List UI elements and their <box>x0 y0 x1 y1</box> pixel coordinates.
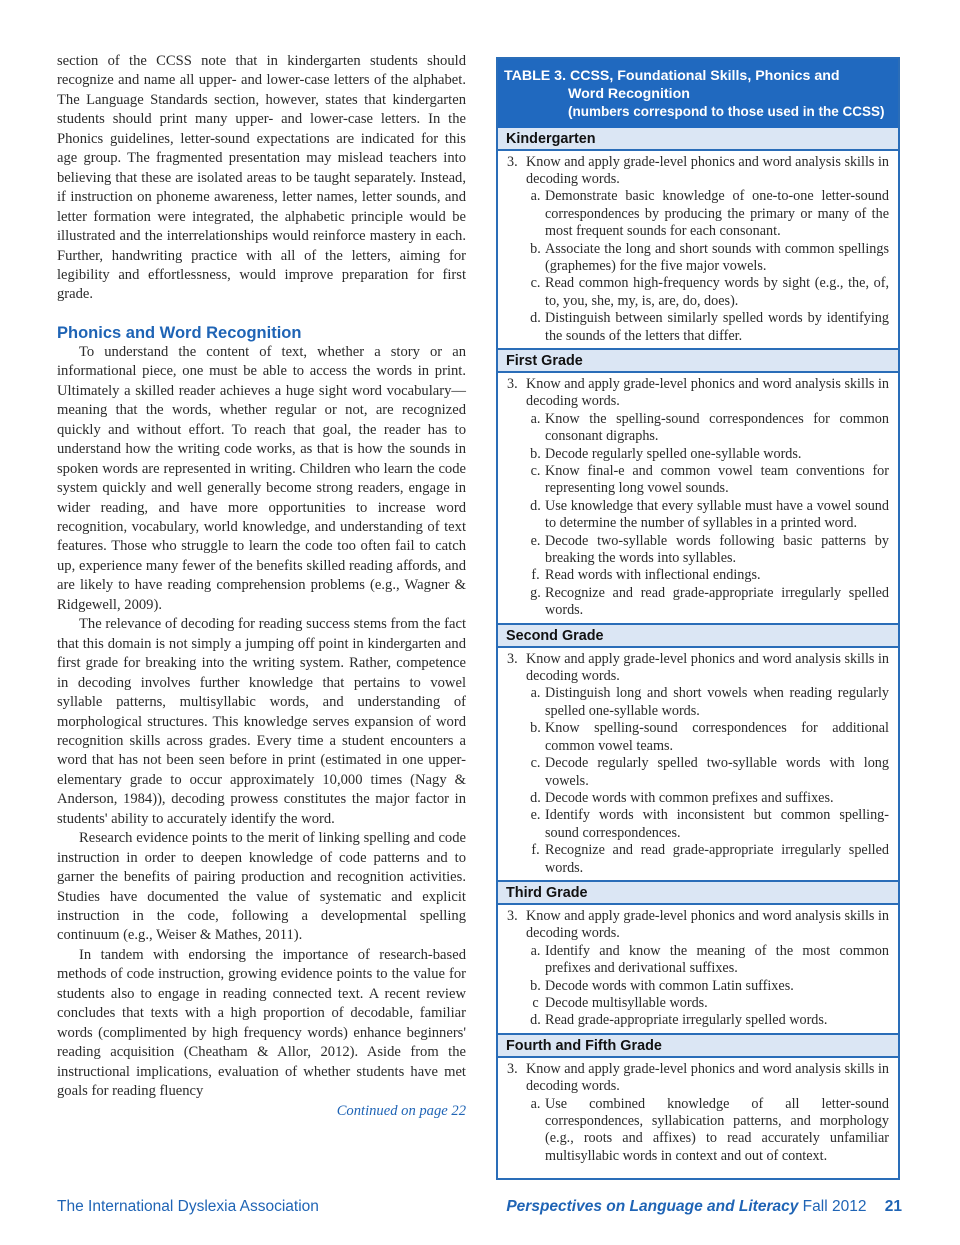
standard-text: Know and apply grade-level phonics and word analysis skills in decoding words. <box>526 153 889 187</box>
item-letter: a. <box>530 1095 541 1112</box>
list-item <box>507 995 889 1012</box>
item-text: Distinguish long and short vowels when reading regularly spelled one-syllable words. <box>545 685 889 719</box>
item-letter: e. <box>530 807 541 824</box>
list-item <box>507 1012 889 1029</box>
paragraph: section of the CCSS note that in kindergarten students should recognize and name all upper- and lower-case letters of the alphabet. The Language Standards section, however, states that kindergarten students should print many upper- and lower-case letters. In the Phonics guidelines, letter-sound expectations are indicated for this age group. The fragmented presentation may mislead teachers into believing that these are isolated areas to be taught separately. Instead, if instruction on phoneme awareness, letter names, letter sounds, and letter formation were integrated, the alphabetic principle would be illustrated and the interrelationships would reinforce mastery in each. Further, handwriting practice with all of the letters, aiming for legibility and effortlessness, would improve preparation for first grade. <box>57 53 466 303</box>
standard-stem <box>507 154 889 189</box>
item-text: Know spelling-sound correspondences for additional common vowel teams. <box>545 720 889 754</box>
standard-number: 3. <box>507 650 518 667</box>
item-text: Demonstrate basic knowledge of one-to-one letter-sound correspondences by producing the primary or many of the most frequent sounds for each consonant. <box>545 188 889 240</box>
journal-title: Perspectives on Language and Literacy <box>506 1198 799 1215</box>
list-item <box>507 275 889 310</box>
item-letter: d. <box>530 789 541 806</box>
issue-date: Fall 2012 <box>802 1198 867 1215</box>
item-letter: b. <box>530 445 541 462</box>
grade-section <box>498 151 898 348</box>
list-item <box>507 807 889 842</box>
list-item <box>507 310 889 345</box>
item-text: Distinguish between similarly spelled words by identifying the sounds of the letters that differ. <box>545 310 889 344</box>
item-letter: d. <box>530 310 541 327</box>
standard-stem <box>507 1061 889 1096</box>
standard-stem <box>507 376 889 411</box>
standard-number: 3. <box>507 1060 518 1077</box>
list-item <box>507 1096 889 1166</box>
standard-text: Know and apply grade-level phonics and word analysis skills in decoding words. <box>526 650 889 685</box>
section-heading: Phonics and Word Recognition <box>57 323 302 342</box>
list-item <box>507 943 889 978</box>
list-item <box>507 978 889 995</box>
list-item <box>507 533 889 568</box>
paragraph: Research evidence points to the merit of linking spelling and code instruction in order to deepen knowledge of code patterns and to garner the benefits of pairing production and recognition activities. Studies have documented the value of systematic and explicit instruction in the code, following a developmental spelling continuum (e.g., Weiser & Mathes, 2011). <box>57 830 466 944</box>
list-item <box>507 585 889 620</box>
item-letter: a. <box>530 685 541 702</box>
table-body <box>498 128 898 1169</box>
list-item <box>507 446 889 463</box>
paragraph: In tandem with endorsing the importance of research-based methods of code instruction, growing evidence points to the value for students also to engage in reading connected text. A recent review concludes that texts with a high proportion of decodable, familiar words (complimented by high frequency words) enhance beginners' reading acquisition (Cheatham & Allor, 2012). Aside from the instructional implications, evaluation of whether students have met goals for reading fluency <box>57 946 466 1100</box>
item-letter: a. <box>530 188 541 205</box>
grade-heading: Fourth and Fifth Grade <box>498 1033 898 1058</box>
item-letter: b. <box>530 240 541 257</box>
item-letter: a. <box>530 942 541 959</box>
standard-stem <box>507 908 889 943</box>
table-subtitle: (numbers correspond to those used in the CCSS) <box>568 104 885 119</box>
item-text: Decode words with common prefixes and suffixes. <box>545 789 834 806</box>
item-letter: e. <box>530 532 541 549</box>
standard-number: 3. <box>507 375 518 392</box>
list-item <box>507 720 889 755</box>
paragraph: The relevance of decoding for reading success stems from the fact that this domain is not simply a jumping off point in kindergarten and first grade for breaking into the writing system. Rather, competence in decoding involves further knowledge that pertains to vowel syllable patterns, multisyllabic words, and understanding of morphological structures. This knowledge serves expansion of word recognition skills across grades. Every time a student encounters a word that has not been seen before in print (estimated in one upper-elementary grade to occur approximately 10,000 times (Nagy & Anderson, 1984)), decoding prowess constitutes the major factor in students' ability to accurately identify the word. <box>57 616 466 827</box>
list-item <box>507 411 889 446</box>
item-text: Decode regularly spelled two-syllable words with long vowels. <box>545 755 889 789</box>
item-letter: d. <box>530 497 541 514</box>
item-letter: f. <box>531 842 540 859</box>
publication-info <box>506 1198 902 1216</box>
standard-number: 3. <box>507 153 518 170</box>
item-letter: b. <box>530 977 541 994</box>
list-item <box>507 463 889 498</box>
item-letter: c. <box>530 755 541 772</box>
item-letter: c. <box>530 275 541 292</box>
list-item <box>507 567 889 584</box>
grade-heading: Third Grade <box>498 880 898 905</box>
standard-text: Know and apply grade-level phonics and word analysis skills in decoding words. <box>526 375 889 410</box>
grade-section <box>498 373 898 623</box>
standard-text: Know and apply grade-level phonics and word analysis skills in decoding words. <box>526 1060 889 1095</box>
item-letter: d. <box>530 1012 541 1029</box>
article-column <box>57 52 466 1121</box>
item-text: Recognize and read grade-appropriate irregularly spelled words. <box>545 842 889 876</box>
grade-heading: Kindergarten <box>498 128 898 151</box>
item-letter: c <box>532 994 539 1011</box>
list-item <box>507 842 889 877</box>
page-number: 21 <box>884 1198 902 1215</box>
item-text: Use combined knowledge of all letter-sound correspondences, syllabication patterns, and morphology (e.g., roots and affixes) to read accurately unfamiliar multisyllabic words in context and out of context. <box>545 1095 889 1164</box>
table-title-line: Word Recognition <box>568 85 690 102</box>
standard-text: Know and apply grade-level phonics and word analysis skills in decoding words. <box>526 907 889 942</box>
grade-heading: Second Grade <box>498 623 898 648</box>
grade-section <box>498 1058 898 1168</box>
grade-section <box>498 648 898 880</box>
list-item <box>507 498 889 533</box>
list-item <box>507 241 889 276</box>
organization-name: The International Dyslexia Association <box>57 1198 319 1215</box>
item-letter: c. <box>530 463 541 479</box>
item-text: Use knowledge that every syllable must have a vowel sound to determine the number of syllables in a printed word. <box>545 497 889 532</box>
standard-stem <box>507 651 889 686</box>
item-letter: g. <box>530 584 541 601</box>
item-text: Read common high-frequency words by sight (e.g., the, of, to, you, she, my, is, are, do, does). <box>545 275 889 309</box>
item-text: Recognize and read grade-appropriate irregularly spelled words. <box>545 584 889 619</box>
item-letter: f. <box>531 567 540 584</box>
list-item <box>507 188 889 240</box>
item-text: Decode two-syllable words following basic patterns by breaking the words into syllables. <box>545 532 889 567</box>
page-footer <box>57 1198 902 1220</box>
table-title-line: TABLE 3. CCSS, Foundational Skills, Phonics and <box>504 68 840 84</box>
grade-heading: First Grade <box>498 348 898 373</box>
item-text: Know the spelling-sound correspondences for common consonant digraphs. <box>545 410 889 445</box>
item-text: Identify and know the meaning of the most common prefixes and derivational suffixes. <box>545 942 889 977</box>
item-text: Decode multisyllable words. <box>545 994 708 1011</box>
list-item <box>507 755 889 790</box>
item-letter: b. <box>530 720 541 737</box>
item-letter: a. <box>530 410 541 427</box>
table-title <box>498 59 898 128</box>
item-text: Decode regularly spelled one-syllable words. <box>545 445 802 462</box>
item-text: Know final-e and common vowel team conventions for representing long vowel sounds. <box>545 463 889 497</box>
standard-number: 3. <box>507 907 518 924</box>
item-text: Decode words with common Latin suffixes. <box>545 977 794 994</box>
item-text: Read grade-appropriate irregularly spelled words. <box>545 1012 828 1029</box>
item-text: Associate the long and short sounds with common spellings (graphemes) for the five major vowels. <box>545 240 889 274</box>
standards-table <box>496 57 900 1180</box>
grade-section <box>498 905 898 1033</box>
list-item <box>507 790 889 807</box>
paragraph: To understand the content of text, whether a story or an informational piece, one must be able to access the words in print. Ultimately a skilled reader achieves a huge sight word vocabulary—meaning that the words, whether regular or not, are recognized quickly and without effort. To reach that goal, the reader has to understand how the writing code works, as that is how the sounds in spoken words are represented in writing. Children who learn the code system quickly and well generally become strong readers, engage in wider reading, and have more opportunities to increase word recognition, vocabulary, world knowledge, and understanding of text features. Those who struggle to learn the code too often fail to catch up, experience many fewer of the benefits skilled reading affords, and are likely to have reading comprehension problems (e.g., Wagner & Ridgewell, 2009). <box>57 343 466 613</box>
list-item <box>507 685 889 720</box>
item-text: Read words with inflectional endings. <box>545 567 761 584</box>
continued-link[interactable]: Continued on page 22 <box>336 1102 466 1119</box>
item-text: Identify words with inconsistent but common spelling-sound correspondences. <box>545 807 889 841</box>
